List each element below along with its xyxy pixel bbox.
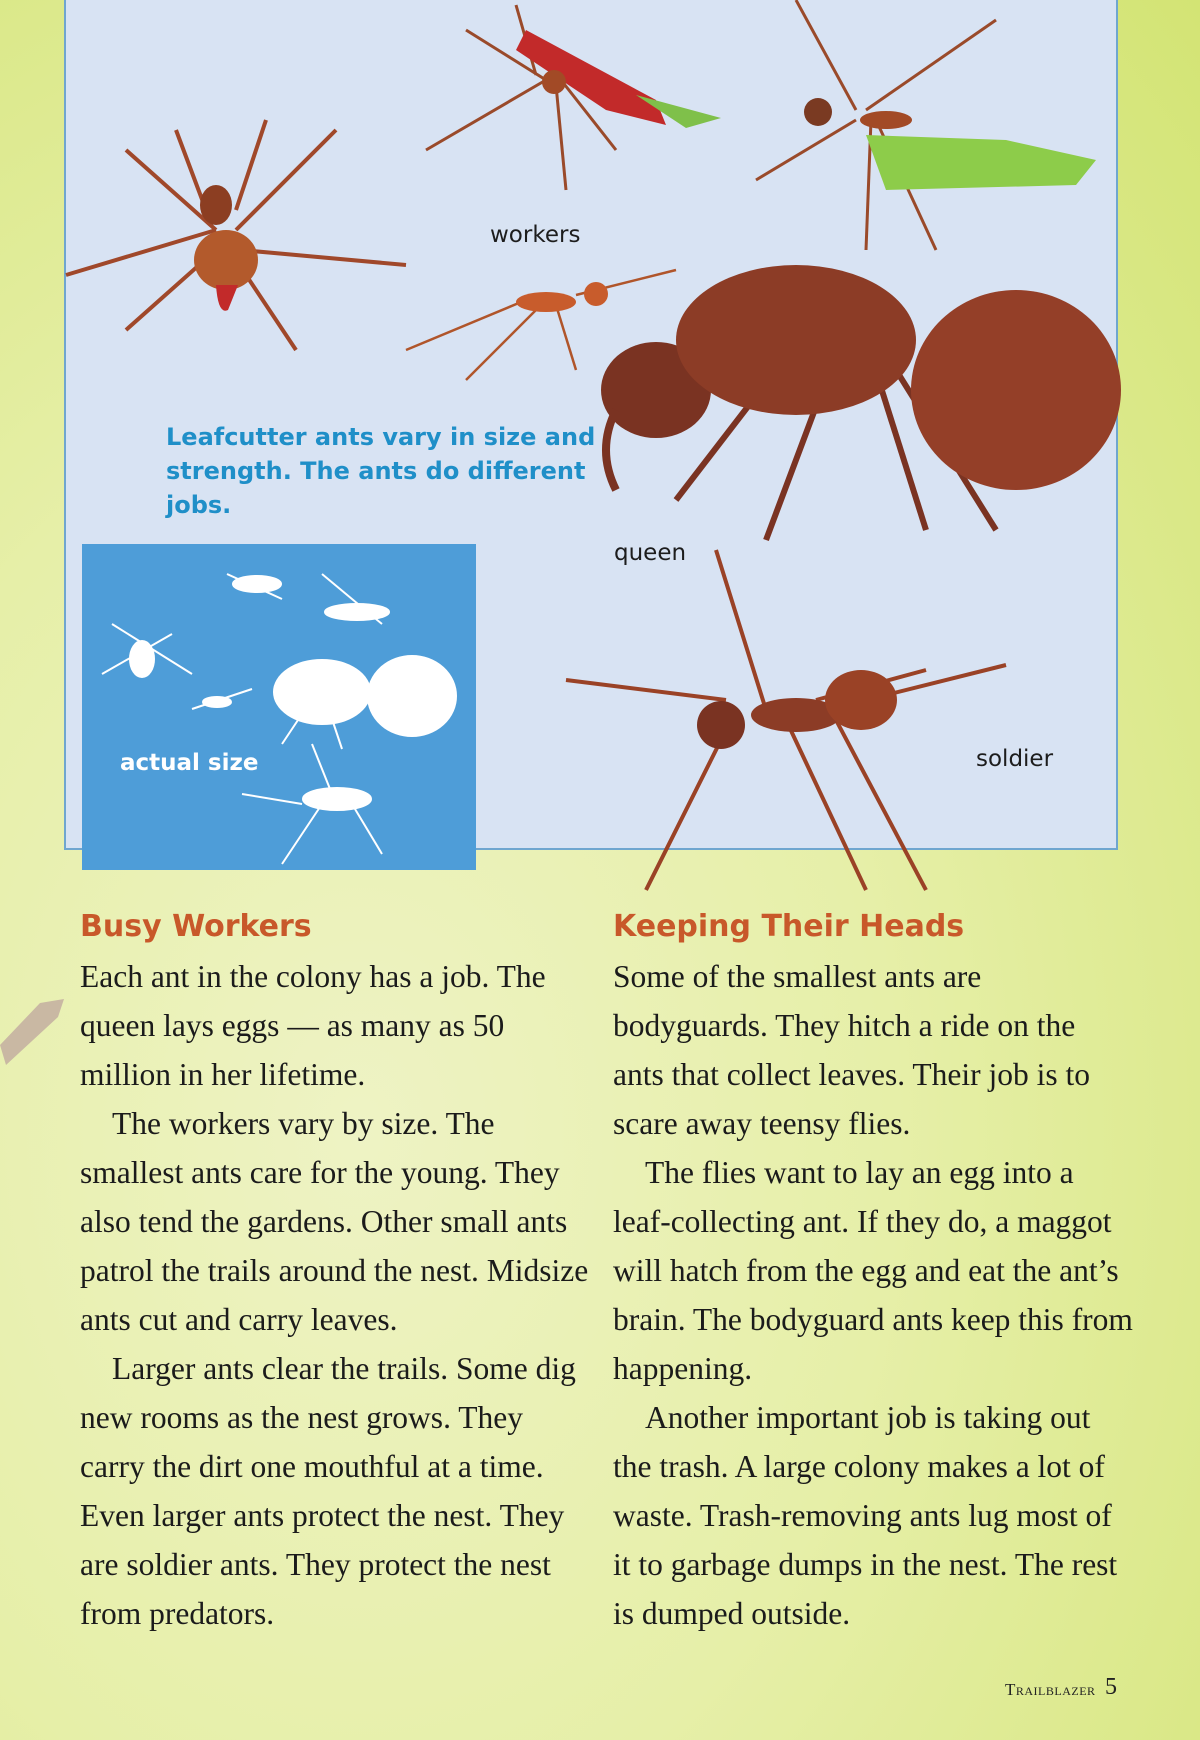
worker-ant-green-leaf-image — [706, 0, 1106, 270]
figure-caption: Leafcutter ants vary in size and strength. The ants do different jobs. — [166, 423, 596, 519]
left-column — [80, 906, 590, 1638]
actual-size-label: actual size — [120, 750, 259, 776]
queen-label: queen — [614, 540, 687, 566]
keeping-their-heads-heading: Keeping Their Heads — [613, 909, 965, 944]
footer-brand: Trailblazer — [1005, 1680, 1096, 1699]
right-paragraph-2: The flies want to lay an egg into a leaf-collecting ant. If they do, a maggot will hatch from the egg and eat the ant’s brain. The bodyguard ants keep this from happening. — [613, 1155, 1133, 1386]
worker-ant-red-leaf-image — [386, 0, 716, 200]
left-paragraph-1: Each ant in the colony has a job. The queen lays eggs — as many as 50 million in her lifetime. — [80, 959, 546, 1092]
right-paragraph-3: Another important job is taking out the trash. A large colony makes a lot of waste. Trash-removing ants lug most of it to garbage dumps in the nest. The rest is dumped outside. — [613, 1400, 1118, 1631]
soldier-ant-image — [566, 550, 1026, 900]
actual-size-silhouettes — [82, 544, 476, 870]
large-worker-ant-image — [66, 110, 426, 360]
left-paragraph-3: Larger ants clear the trails. Some dig new rooms as the nest grows. They carry the dirt one mouthful at a time. Even larger ants protect the nest. They are soldier ants. They protect the nest from predators. — [80, 1351, 576, 1631]
right-column — [613, 906, 1133, 1638]
actual-size-box — [82, 544, 476, 870]
queen-ant-image — [596, 260, 1126, 560]
twig-illustration — [0, 985, 80, 1085]
busy-workers-heading: Busy Workers — [80, 909, 312, 944]
left-paragraph-2: The workers vary by size. The smallest ants care for the young. They also tend the gardens. Other small ants patrol the trails around the nest. Midsize ants cut and carry leaves. — [80, 1106, 589, 1337]
right-paragraph-1: Some of the smallest ants are bodyguards. They hitch a ride on the ants that collect leaves. Their job is to scare away teensy flies. — [613, 959, 1091, 1141]
page-number: 5 — [1105, 1674, 1117, 1700]
soldier-label: soldier — [976, 746, 1054, 772]
workers-label: workers — [490, 222, 581, 248]
